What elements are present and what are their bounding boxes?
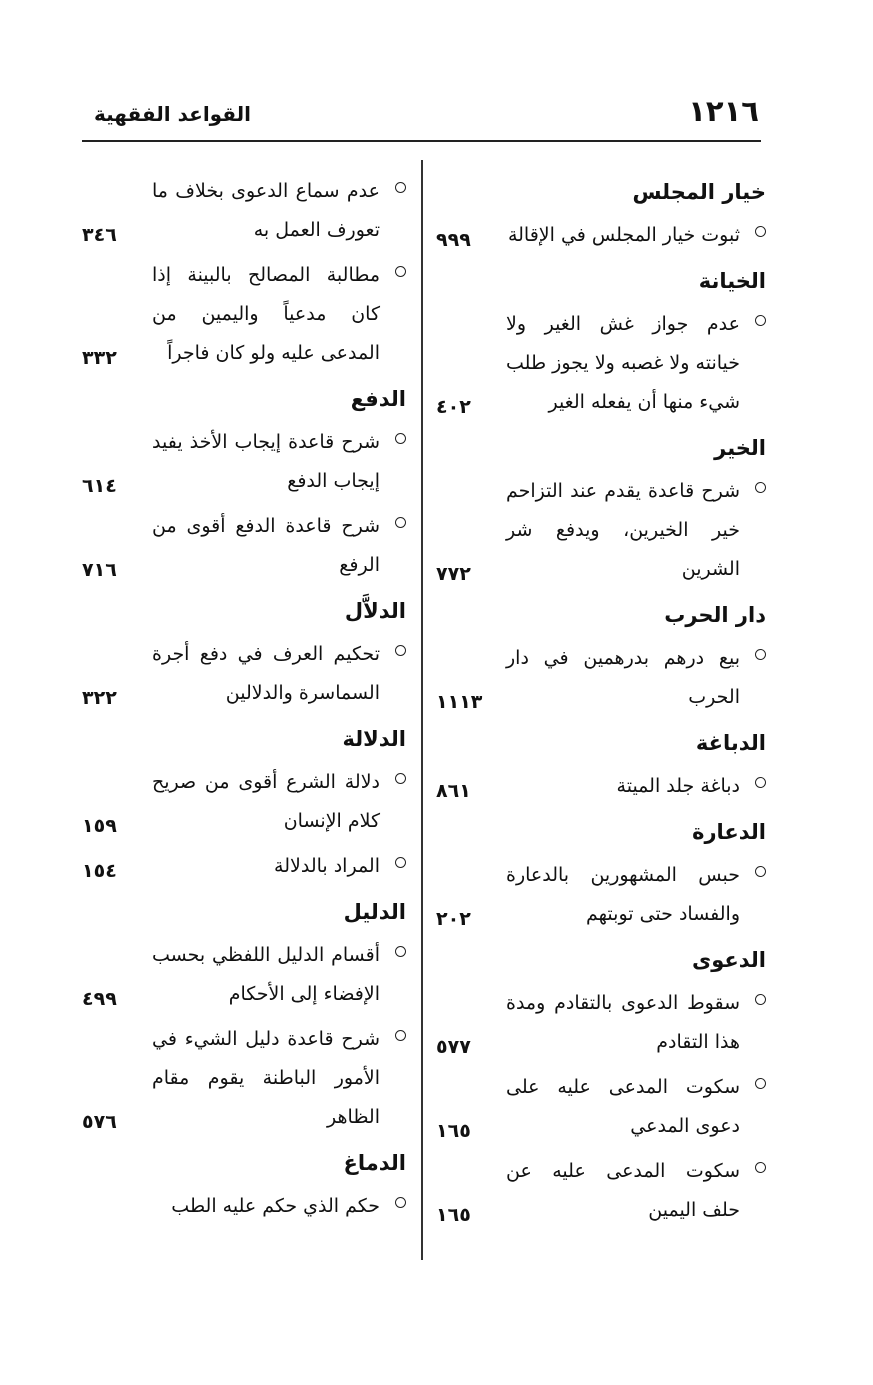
entry-text: أقسام الدليل اللفظي بحسب الإفضاء إلى الأحكام [152, 944, 380, 1005]
entry-text: ثبوت خيار المجلس في الإقالة [507, 224, 740, 246]
entry-text: بيع درهم بدرهمين في دار الحرب [506, 647, 740, 708]
bullet-circle-icon [395, 182, 406, 193]
entry-page-number: ١٥٤ [82, 860, 117, 882]
entry-text: حبس المشهورين بالدعارة والفساد حتى توبتهم [506, 864, 740, 925]
entry-page-number: ٦١٤ [82, 475, 117, 497]
entry-text: المراد بالدلالة [274, 855, 380, 877]
bullet-circle-icon [395, 433, 406, 444]
entry-text: شرح قاعدة إيجاب الأخذ يفيد إيجاب الدفع [152, 431, 380, 492]
index-entry [82, 1187, 406, 1226]
entry-text: سكوت المدعى عليه على دعوى المدعي [506, 1076, 740, 1137]
section-heading: الدماغ [343, 1151, 406, 1175]
entry-text: سكوت المدعى عليه عن حلف اليمين [506, 1160, 740, 1221]
index-entry [82, 763, 406, 841]
bullet-circle-icon [755, 994, 766, 1005]
section-heading: الدباغة [695, 731, 766, 755]
section-heading: الدليل [343, 900, 406, 924]
bullet-circle-icon [395, 857, 406, 868]
entry-page-number: ٥٧٧ [436, 1036, 471, 1058]
index-entry [436, 216, 766, 255]
index-entry [82, 256, 406, 373]
index-entry [436, 767, 766, 806]
entry-page-number: ١٦٥ [436, 1120, 471, 1142]
entry-text: حكم الذي حكم عليه الطب [171, 1195, 380, 1217]
section-heading: الدعوى [692, 948, 766, 972]
entry-page-number: ٧٧٢ [436, 563, 471, 585]
entry-page-number: ٤٠٢ [436, 396, 471, 418]
entry-text: شرح قاعدة يقدم عند التزاحم خير الخيرين، ويدفع شر الشرين [506, 480, 740, 580]
bullet-circle-icon [755, 1078, 766, 1089]
bullet-circle-icon [755, 777, 766, 788]
entry-text: تحكيم العرف في دفع أجرة السماسرة والدلالين [152, 643, 380, 704]
entry-page-number: ٣٢٢ [82, 687, 117, 709]
section-heading: الدفع [350, 387, 406, 411]
index-entry [82, 1020, 406, 1137]
entry-text: عدم جواز غش الغير ولا خيانته ولا غصبه ولا يجوز طلب شيء منها أن يفعله الغير [506, 313, 740, 413]
entry-page-number: ٩٩٩ [436, 229, 471, 251]
index-entry [436, 639, 766, 717]
section-heading: الخيانة [698, 269, 766, 293]
left-column [82, 172, 406, 1232]
bullet-circle-icon [395, 1030, 406, 1041]
index-entry [82, 847, 406, 886]
entry-text: دباغة جلد الميتة [616, 775, 740, 797]
entry-text: دلالة الشرع أقوى من صريح كلام الإنسان [152, 771, 380, 832]
book-title: القواعد الفقهية [94, 102, 251, 126]
index-entry [82, 936, 406, 1014]
bullet-circle-icon [755, 866, 766, 877]
bullet-circle-icon [395, 266, 406, 277]
section-heading: الخير [714, 436, 766, 460]
bullet-circle-icon [395, 517, 406, 528]
bullet-circle-icon [395, 773, 406, 784]
column-divider [421, 160, 423, 1260]
section-heading: دار الحرب [664, 603, 766, 627]
index-entry [82, 635, 406, 713]
section-heading: الدعارة [692, 820, 766, 844]
bullet-circle-icon [755, 226, 766, 237]
entry-page-number: ١١١٣ [436, 691, 483, 713]
entry-page-number: ٥٧٦ [82, 1111, 117, 1133]
bullet-circle-icon [755, 482, 766, 493]
index-entry [436, 1152, 766, 1230]
bullet-circle-icon [395, 1197, 406, 1208]
entry-page-number: ١٥٩ [82, 815, 117, 837]
page-number: ١٢١٦ [688, 94, 759, 128]
bullet-circle-icon [395, 645, 406, 656]
entry-page-number: ٧١٦ [82, 559, 117, 581]
section-heading: الدلالة [342, 727, 406, 751]
entry-text: شرح قاعدة دليل الشيء في الأمور الباطنة يقوم مقام الظاهر [152, 1028, 380, 1128]
index-entry [436, 984, 766, 1062]
section-heading: خيار المجلس [632, 180, 766, 204]
index-entry [82, 507, 406, 585]
page-header [82, 92, 761, 142]
bullet-circle-icon [755, 1162, 766, 1173]
index-entry [436, 856, 766, 934]
entry-page-number: ٨٦١ [436, 780, 471, 802]
entry-page-number: ٢٠٢ [436, 908, 471, 930]
index-entry [436, 305, 766, 422]
entry-page-number: ٤٩٩ [82, 988, 117, 1010]
index-entry [436, 472, 766, 589]
bullet-circle-icon [755, 649, 766, 660]
entry-text: شرح قاعدة الدفع أقوى من الرفع [152, 515, 380, 576]
index-entry [82, 172, 406, 250]
entry-page-number: ١٦٥ [436, 1204, 471, 1226]
entry-page-number: ٣٣٢ [82, 347, 117, 369]
entry-text: مطالبة المصالح بالبينة إذا كان مدعياً واليمين من المدعى عليه ولو كان فاجراً [152, 264, 380, 364]
bullet-circle-icon [395, 946, 406, 957]
right-column [436, 172, 766, 1236]
entry-text: عدم سماع الدعوى بخلاف ما تعورف العمل به [152, 180, 380, 241]
bullet-circle-icon [755, 315, 766, 326]
index-entry [436, 1068, 766, 1146]
section-heading: الدلاَّل [344, 599, 406, 623]
entry-page-number: ٣٤٦ [82, 224, 117, 246]
index-entry [82, 423, 406, 501]
entry-text: سقوط الدعوى بالتقادم ومدة هذا التقادم [506, 992, 740, 1053]
